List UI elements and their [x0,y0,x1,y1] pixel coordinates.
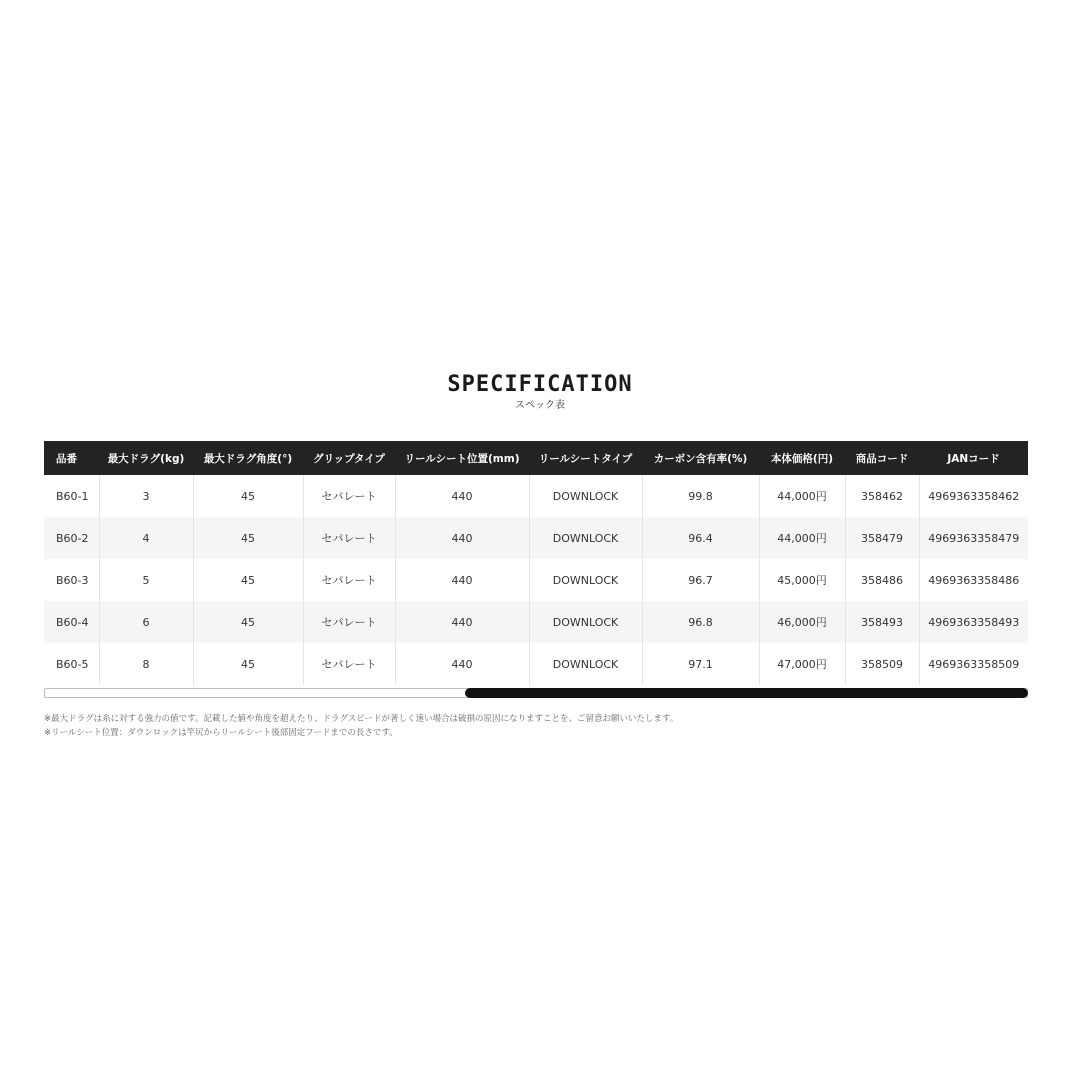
cell-reel-seat-position: 440 [395,559,529,601]
cell-reel-seat-position: 440 [395,475,529,517]
column-header-price: 本体価格(円) [759,441,845,475]
table-row [44,475,1028,517]
cell-jan-code: 4969363358486 [928,573,1020,587]
table-row [44,643,1028,685]
column-header-reel-seat-type: リールシートタイプ [529,441,642,475]
cell-reel-seat-position: 440 [395,601,529,643]
cell-reel-seat-type: DOWNLOCK [529,601,642,643]
cell-max-drag: 6 [99,601,193,643]
cell-grip-type: セパレート [303,643,395,685]
cell-reel-seat-position: 440 [395,643,529,685]
cell-max-drag-angle: 45 [193,517,303,559]
column-header-reel-seat-position: リールシート位置(mm) [395,441,529,475]
cell-product-code: 358486 [845,559,919,601]
cell-max-drag: 8 [99,643,193,685]
scrollbar-thumb[interactable] [465,688,1028,698]
column-header-product-number: 品番 [44,441,99,475]
page-title: SPECIFICATION [447,372,633,397]
cell-price: 45,000円 [759,559,845,601]
column-header-max-drag: 最大ドラグ(kg) [99,441,193,475]
cell-product-number: B60-3 [44,559,99,601]
column-header-product-code: 商品コード [845,441,919,475]
footnote-max-drag: ※最大ドラグは糸に対する強力の値です。記載した値や角度を超えたり、ドラグスピードが著しく速い場合は破損の原因になりますことを、ご留意お願いいたします。 [44,714,679,724]
cell-carbon-content: 99.8 [642,475,759,517]
cell-reel-seat-type: DOWNLOCK [529,517,642,559]
cell-jan-code: 4969363358479 [919,517,1028,559]
cell-grip-type: セパレート [303,517,395,559]
table-row [44,517,1028,559]
page-subtitle: スペック表 [515,400,565,411]
table-header-row [44,441,1028,475]
cell-product-code: 358462 [845,475,919,517]
cell-product-code: 358493 [845,601,919,643]
table-row [44,601,1028,643]
cell-product-code: 358479 [845,517,919,559]
spec-table-container [44,441,1028,685]
cell-jan-code: 4969363358509 [928,657,1020,671]
cell-price: 47,000円 [759,643,845,685]
cell-max-drag-angle: 45 [193,643,303,685]
spec-table [44,441,1028,685]
cell-price: 44,000円 [759,517,845,559]
cell-jan-code: 4969363358462 [928,489,1020,503]
table-row [44,559,1028,601]
column-header-grip-type: グリップタイプ [303,441,395,475]
cell-reel-seat-position: 440 [395,517,529,559]
table-horizontal-scrollbar[interactable] [44,688,1028,698]
cell-max-drag-angle: 45 [193,475,303,517]
cell-max-drag-angle: 45 [193,559,303,601]
cell-reel-seat-type: DOWNLOCK [529,559,642,601]
column-header-carbon-content: カーボン含有率(%) [642,441,759,475]
cell-carbon-content: 96.7 [642,559,759,601]
cell-product-number: B60-2 [44,517,99,559]
cell-carbon-content: 97.1 [642,643,759,685]
cell-product-code: 358509 [845,643,919,685]
footnotes [44,712,1034,740]
cell-max-drag: 5 [99,559,193,601]
cell-reel-seat-type: DOWNLOCK [529,643,642,685]
spec-heading [0,372,1080,413]
cell-jan-code: 4969363358493 [919,601,1028,643]
cell-grip-type: セパレート [303,475,395,517]
cell-price: 46,000円 [759,601,845,643]
cell-product-number: B60-1 [44,475,99,517]
cell-grip-type: セパレート [303,559,395,601]
cell-max-drag: 4 [99,517,193,559]
footnote-reel-seat-position: ※リールシート位置：ダウンロックは竿尻からリールシート後部固定フードまでの長さです。 [44,728,398,738]
cell-max-drag: 3 [99,475,193,517]
cell-carbon-content: 96.4 [642,517,759,559]
column-header-jan-code: JANコード [919,441,1028,475]
cell-reel-seat-type: DOWNLOCK [529,475,642,517]
cell-product-number: B60-5 [44,643,99,685]
cell-max-drag-angle: 45 [193,601,303,643]
cell-grip-type: セパレート [303,601,395,643]
cell-price: 44,000円 [759,475,845,517]
column-header-max-drag-angle: 最大ドラグ角度(°) [193,441,303,475]
cell-carbon-content: 96.8 [642,601,759,643]
cell-product-number: B60-4 [44,601,99,643]
